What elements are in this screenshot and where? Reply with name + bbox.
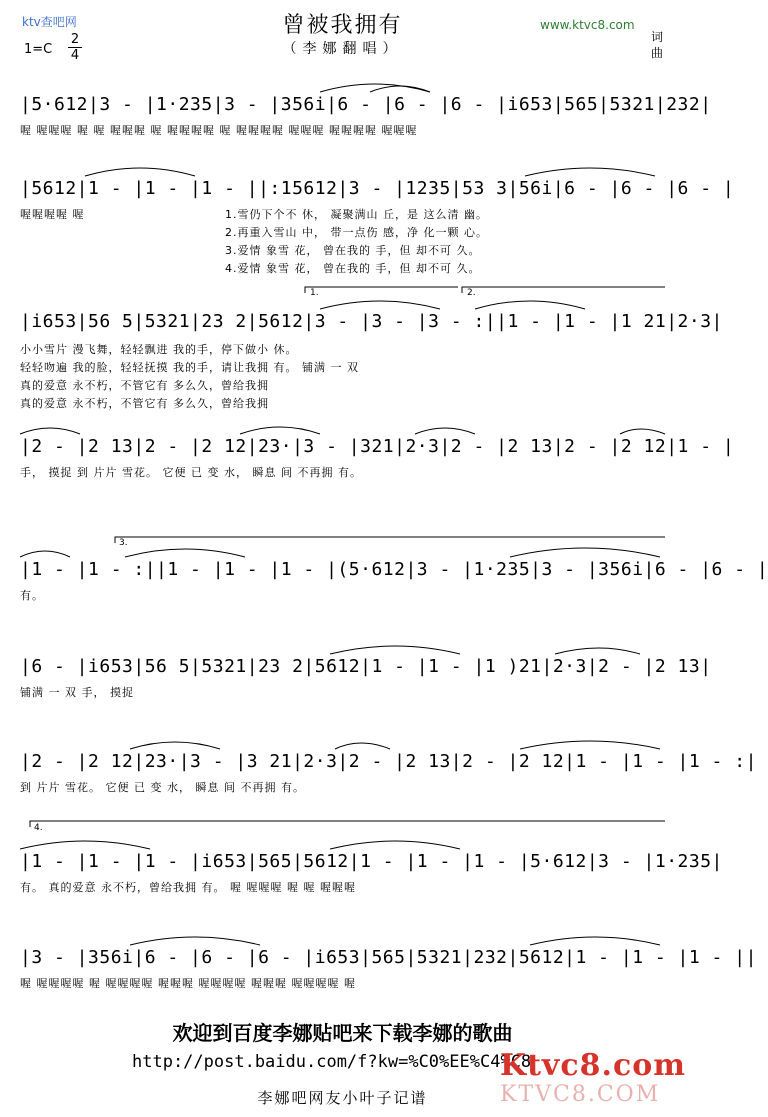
credit-music: 曲	[651, 46, 664, 60]
notation-line: |5·612|3 - |1·235|3 - |356i|6 - |6 - |6 - |i653|565|5321|232|	[20, 94, 712, 115]
lyric-line: 喔 喔喔喔 喔 喔 喔喔喔 喔 喔喔喔喔 喔 喔喔喔喔 喔喔喔 喔喔喔喔 喔喔喔	[20, 124, 418, 137]
lyric-line-verse-1: 1.雪仍下个不 休， 凝聚满山 丘，是 这么清 幽。	[225, 208, 488, 221]
notation-line: |5612|1 - |1 - |1 - ||:15612|3 - |1235|53 3|56i|6 - |6 - |6 - |	[20, 178, 735, 199]
notation-line: |3 - |356i|6 - |6 - |6 - |i653|565|5321|232|5612|1 - |1 - |1 - ||	[20, 947, 757, 968]
volta-2-label: 2.	[467, 288, 476, 298]
notation-line: |1 - |1 - |1 - |i653|565|5612|1 - |1 - |1 - |5·612|3 - |1·235|	[20, 851, 723, 872]
lyric-line: 喔 喔喔喔喔 喔 喔喔喔喔 喔喔喔 喔喔喔喔 喔喔喔 喔喔喔喔 喔	[20, 977, 356, 990]
song-subtitle: （李娜翻唱）	[282, 41, 403, 57]
notation-line: |1 - |1 - :||1 - |1 - |1 - |(5·612|3 - |1·235|3 - |356i|6 - |6 - |	[20, 559, 768, 580]
lyric-line: 有。 真的爱意 永不朽，曾给我拥 有。 喔 喔喔喔 喔 喔 喔喔喔	[20, 881, 356, 894]
lyric-line-verse-4: 真的爱意 永不朽，不管它有 多么久，曾给我拥	[20, 397, 269, 410]
lyric-line: 有。	[20, 589, 44, 602]
key-signature: 1=C	[24, 42, 53, 57]
site-watermark: Ktvc8.com	[500, 1048, 686, 1083]
lyric-line: 到 片片 雪花。 它便 已 变 水， 瞬息 间 不再拥 有。	[20, 781, 305, 794]
lyric-line: 手， 摸捉 到 片片 雪花。 它便 已 变 水， 瞬息 间 不再拥 有。	[20, 466, 362, 479]
lyric-line-verse-2: 2.再重入雪山 中， 带一点伤 感，净 化一颗 心。	[225, 226, 488, 239]
promo-banner: 欢迎到百度李娜贴吧来下载李娜的歌曲	[172, 1021, 513, 1045]
site-url-right[interactable]: www.ktvc8.com	[540, 18, 635, 32]
lyric-line-verse-1: 小小雪片 漫飞舞，轻轻飘进 我的手，停下做小 休。	[20, 343, 298, 356]
site-watermark-faded: KTVC8.COM	[500, 1082, 661, 1107]
credit-lyrics: 词	[651, 30, 664, 44]
time-top: 2	[70, 32, 80, 47]
volta-1-label: 1.	[310, 288, 319, 298]
volta-3-label: 3.	[119, 538, 128, 548]
notation-line: |i653|56 5|5321|23 2|5612|3 - |3 - |3 - :||1 - |1 - |1 21|2·3|	[20, 311, 723, 332]
notation-line: |2 - |2 13|2 - |2 12|23·|3 - |321|2·3|2 - |2 13|2 - |2 12|1 - |	[20, 436, 735, 457]
lyric-line: 铺满 一 双 手， 摸捉	[20, 686, 134, 699]
site-name-left: ktv查吧网	[22, 15, 77, 29]
lyric-line-verse-4: 4.爱情 象雪 花， 曾在我的 手，但 却不可 久。	[225, 262, 481, 275]
time-signature	[68, 32, 82, 63]
time-bottom: 4	[68, 47, 82, 63]
lyric-line: 喔喔喔喔 喔	[20, 208, 85, 221]
transcriber-credit: 李娜吧网友小叶子记谱	[257, 1089, 428, 1107]
lyric-line-verse-3: 3.爱情 象雪 花， 曾在我的 手，但 却不可 久。	[225, 244, 481, 257]
song-title: 曾被我拥有	[282, 13, 403, 38]
lyric-line-verse-2: 轻轻吻遍 我的脸，轻轻抚摸 我的手，请让我拥 有。 铺满 一 双	[20, 361, 359, 374]
source-url[interactable]: http://post.baidu.com/f?kw=%C0%EE%C4%C8	[132, 1052, 532, 1072]
lyric-line-verse-3: 真的爱意 永不朽，不管它有 多么久，曾给我拥	[20, 379, 269, 392]
notation-line: |6 - |i653|56 5|5321|23 2|5612|1 - |1 - |1 )21|2·3|2 - |2 13|	[20, 656, 712, 677]
notation-line: |2 - |2 12|23·|3 - |3 21|2·3|2 - |2 13|2 - |2 12|1 - |1 - |1 - :|	[20, 751, 757, 772]
volta-4-label: 4.	[34, 823, 43, 833]
